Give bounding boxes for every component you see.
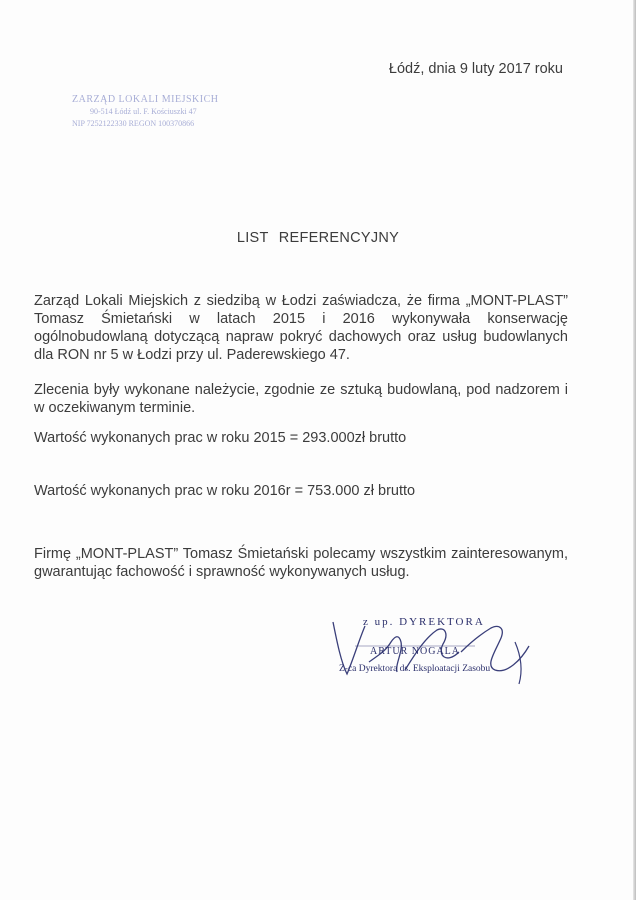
signature-authority: z up. DYREKTORA [363, 616, 485, 628]
stamp-line-address: 90-514 Łódź ul. F. Kościuszki 47 [90, 107, 197, 116]
letter-title: LIST REFERENCYJNY [236, 230, 400, 246]
signature-block [325, 612, 555, 692]
value-2015: Wartość wykonanych prac w roku 2015 = 293.000zł brutto [34, 430, 407, 446]
paragraph-quality: Zlecenia były wykonane należycie, zgodnie ze sztuką budowlaną, pod nadzorem i w oczekiwanym terminie. [34, 382, 568, 416]
stamp-line-name: ZARZĄD LOKALI MIEJSKICH [72, 94, 219, 105]
value-2016: Wartość wykonanych prac w roku 2016r = 753.000 zł brutto [34, 483, 416, 499]
organization-stamp [72, 94, 232, 130]
signature-name: ARTUR NOGALA [370, 646, 461, 657]
signature-position: Z-ca Dyrektora ds. Eksploatacji Zasobu [339, 664, 491, 674]
paragraph-recommendation: Firmę „MONT-PLAST” Tomasz Śmietański polecamy wszystkim zainteresowanym, gwarantując fachowość i sprawność wykonywanych usług. [34, 546, 568, 580]
stamp-line-ids: NIP 7252122330 REGON 100370866 [72, 119, 195, 128]
paragraph-certification: Zarząd Lokali Miejskich z siedzibą w Łodzi zaświadcza, że firma „MONT-PLAST” Tomasz Śmietański w latach 2015 i 2016 wykonywała konserwację ogólnobudowlaną dotyczącą napraw pokryć dachowych oraz usług budowlanych dla RON nr 5 w Łodzi przy ul. Paderewskiego 47. [34, 293, 568, 363]
date-line: Łódź, dnia 9 luty 2017 roku [388, 61, 563, 77]
